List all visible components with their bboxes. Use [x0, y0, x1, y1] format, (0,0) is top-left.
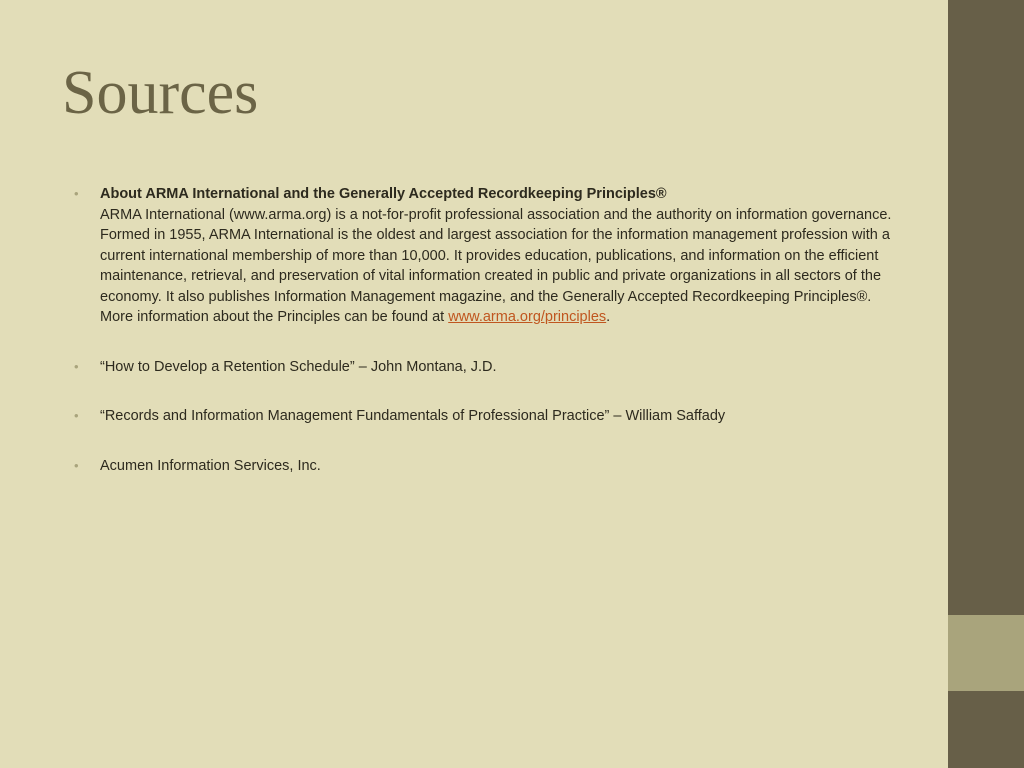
sidebar-accent-block [948, 615, 1024, 691]
bullet-text: “How to Develop a Retention Schedule” – John Montana, J.D. [100, 358, 497, 375]
slide-title: Sources [62, 59, 259, 127]
bullet-icon: • [74, 186, 79, 201]
list-item [74, 357, 894, 378]
bullet-icon: • [74, 358, 79, 374]
list-item [74, 406, 894, 427]
bullet-text: “Records and Information Management Fundamentals of Professional Practice” – William Saffady [100, 408, 726, 424]
bullet-icon: • [74, 457, 79, 473]
bullet-text: Acumen Information Services, Inc. [100, 457, 321, 474]
list-item [74, 456, 894, 477]
principles-link[interactable]: www.arma.org/principles [448, 309, 607, 325]
bullet-body: ARMA International (www.arma.org) is a not-for-profit professional association and the authority on information governance. Formed in 1955, ARMA International is the oldest and largest association for the information management profession with a current international membership of more than 10,000. It provides education, publications, and information on the efficient maintenance, retrieval, and preservation of vital information created in public and private organizations in all sectors of the economy. It also publishes Information Management magazine, and the Generally Accepted Recordkeeping Principles®. More information about the Principles can be found at [100, 206, 892, 325]
sources-list [74, 184, 894, 505]
bullet-heading: About ARMA International and the Generally Accepted Recordkeeping Principles® [100, 186, 667, 202]
bullet-icon: • [74, 408, 79, 423]
list-item [74, 184, 894, 328]
bullet-trailing: . [606, 309, 611, 325]
